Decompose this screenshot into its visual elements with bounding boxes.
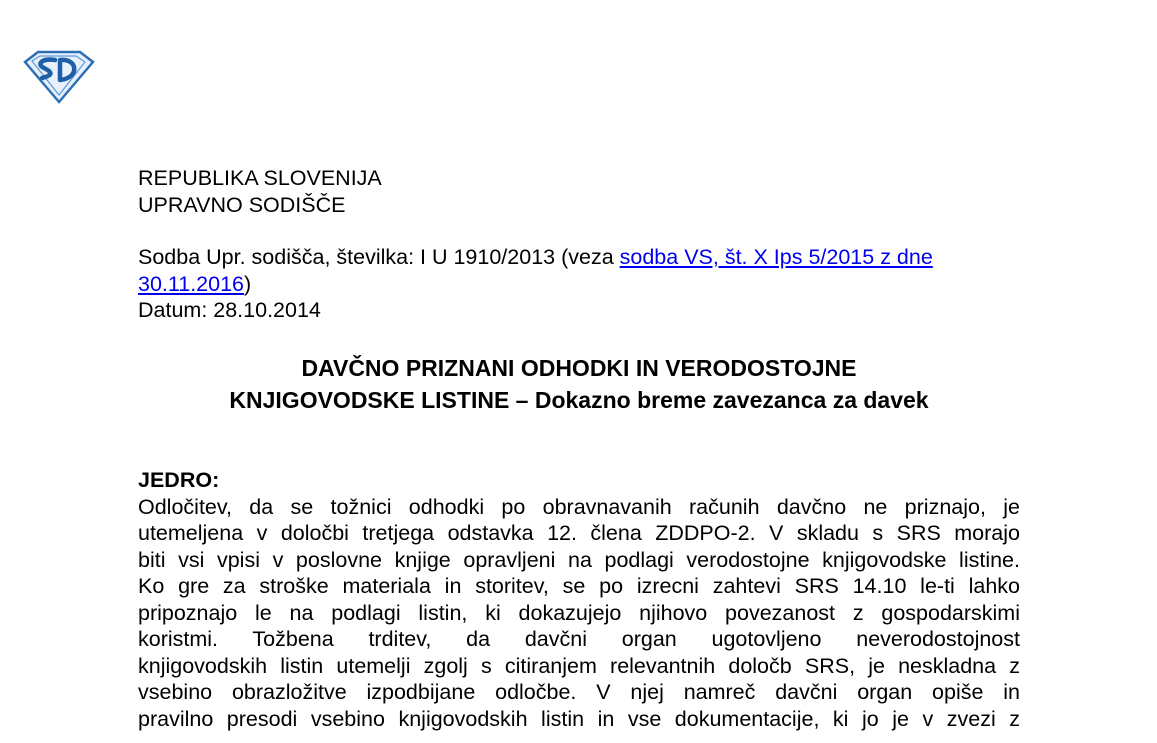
jedro-line: koristmi. Tožbena trditev, da davčni organ ugotovljeno neverodostojnost [138,627,1020,651]
jedro-line: Odločitev, da se tožnici odhodki po obravnavanih računih davčno ne priznajo, je [138,494,1020,519]
jedro-line: Ko gre za stroške materiala in storitev, se po izrecni zahtevi SRS 14.10 le-ti lahko [138,574,1020,598]
jedro-line: pravilno presodi vsebino knjigovodskih listin in vse dokumentacije, ki jo je v zvezi z [138,706,1020,731]
judgment-date: Datum: 28.10.2014 [138,298,321,322]
court-name: UPRAVNO SODIŠČE [138,192,346,217]
case-number-text: Sodba Upr. sodišča, številka: I U 1910/2013 (veza [138,245,620,269]
court-header [138,165,382,218]
jedro-line: biti vsi vpisi v poslovne knjige opravljeni na podlagi verodostojne knjigovodske listine. [138,547,1020,572]
case-reference [138,244,933,324]
related-judgment-link-date[interactable]: 30.11.2016 [138,271,245,296]
related-judgment-link[interactable]: sodba VS, št. X Ips 5/2015 z dne [619,245,933,269]
jedro-line: pripoznajo le na podlagi listin, ki dokazujejo njihovo povezanost z gospodarskimi [138,600,1020,625]
jedro-line: vsebino obrazložitve izpodbijane odločbe. V njej namreč davčni organ opiše in [138,680,1020,704]
case-link-continuation [138,271,933,298]
document-title [138,352,1020,416]
court-shield-logo-icon [22,48,96,104]
title-line-1: DAVČNO PRIZNANI ODHODKI IN VERODOSTOJNE [301,355,857,381]
jedro-line: knjigovodskih listin utemelji zgolj s citiranjem relevantnih določb SRS, je neskladna z [138,653,1020,678]
case-paren-close: ) [244,271,252,296]
case-number-line [138,244,933,271]
country-name: REPUBLIKA SLOVENIJA [138,166,382,190]
jedro-heading: JEDRO: [138,468,220,492]
jedro-line: utemeljena v določbi tretjega odstavka 12. člena ZDDPO-2. V skladu s SRS morajo [138,521,1020,545]
title-line-2: KNJIGOVODSKE LISTINE – Dokazno breme zavezanca za davek [229,387,929,413]
jedro-section [138,467,1020,732]
